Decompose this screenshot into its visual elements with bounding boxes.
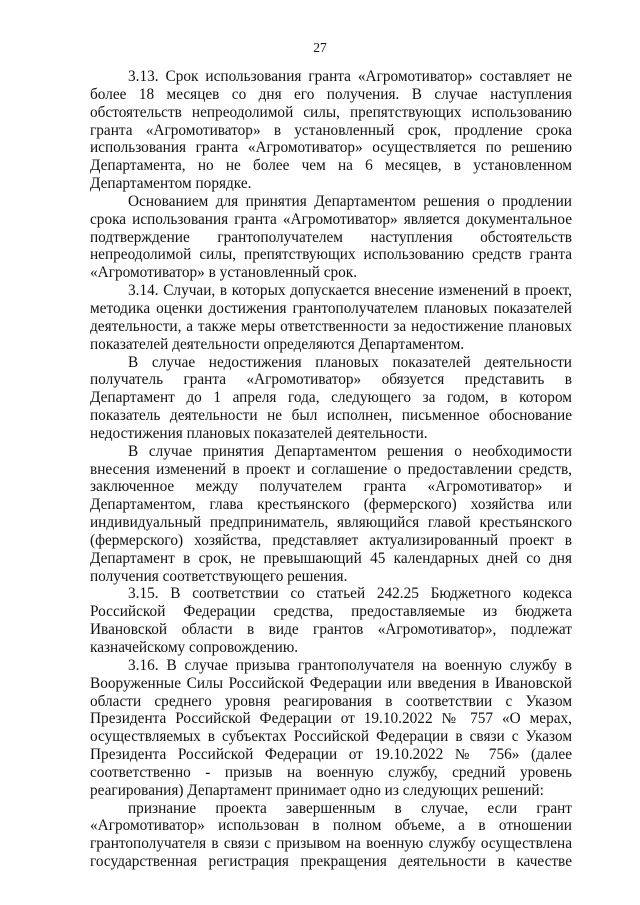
- paragraph-project-completion: признание проекта завершенным в случае, если грант «Агромотиватор» использован в полном объеме, а в отношении грантополучателя в связи с призывом на военную службу осуществлена государственная регистрация прекращения деятельности в качестве: [90, 799, 572, 871]
- document-body: [90, 68, 572, 871]
- paragraph-3-16: 3.16. В случае призыва грантополучателя на военную службу в Вооруженные Силы Российской Федерации или введения в Ивановской области среднего уровня реагирования в соответствии с Указом Президента Российской Федерации от 19.10.2022 № 757 «О мерах, осуществляемых в субъектах Российской Федерации в связи с Указом Президента Российской Федерации от 19.10.2022 № 756» (далее соответственно - призыв на военную службу, средний уровень реагирования) Департамент принимает одно из следующих решений:: [90, 656, 572, 799]
- paragraph-3-13: 3.13. Срок использования гранта «Агромотиватор» составляет не более 18 месяцев со дня его получения. В случае наступления обстоятельств непреодолимой силы, препятствующих использованию гранта «Агромотиватор» в установленный срок, продление срока использования гранта «Агромотиватор» осуществляется по решению Департамента, но не более чем на 6 месяцев, в установленном Департаментом порядке.: [90, 68, 572, 193]
- paragraph-extension-basis: Основанием для принятия Департаментом решения о продлении срока использования гранта «Агромотиватор» является документальное подтверждение грантополучателем наступления обстоятельств непреодолимой силы, препятствующих использованию средств гранта «Агромотиватор» в установленный срок.: [90, 192, 572, 282]
- paragraph-3-14: 3.14. Случаи, в которых допускается внесение изменений в проект, методика оценки достижения грантополучателем плановых показателей деятельности, а также меры ответственности за недостижение плановых показателей деятельности определяются Департаментом.: [90, 282, 572, 353]
- paragraph-non-achievement: В случае недостижения плановых показателей деятельности получатель гранта «Агромотиватор» обязуется представить в Департамент до 1 апреля года, следующего за годом, в котором показатель деятельности не был исполнен, письменное обоснование недостижения плановых показателей деятельности.: [90, 353, 572, 442]
- paragraph-project-changes: В случае принятия Департаментом решения о необходимости внесения изменений в проект и соглашение о предоставлении средств, заключенное между получателем гранта «Агромотиватор» и Департаментом, глава крестьянского (фермерского) хозяйства или индивидуальный предприниматель, являющийся главой крестьянского (фермерского) хозяйства, представляет актуализированный проект в Департамент в срок, не превышающий 45 календарных дней со дня получения соответствующего решения.: [90, 442, 572, 585]
- paragraph-3-15: 3.15. В соответствии со статьей 242.25 Бюджетного кодекса Российской Федерации средства, предоставляемые из бюджета Ивановской области в виде грантов «Агромотиватор», подлежат казначейскому сопровождению.: [90, 585, 572, 656]
- page-number: 27: [313, 40, 327, 55]
